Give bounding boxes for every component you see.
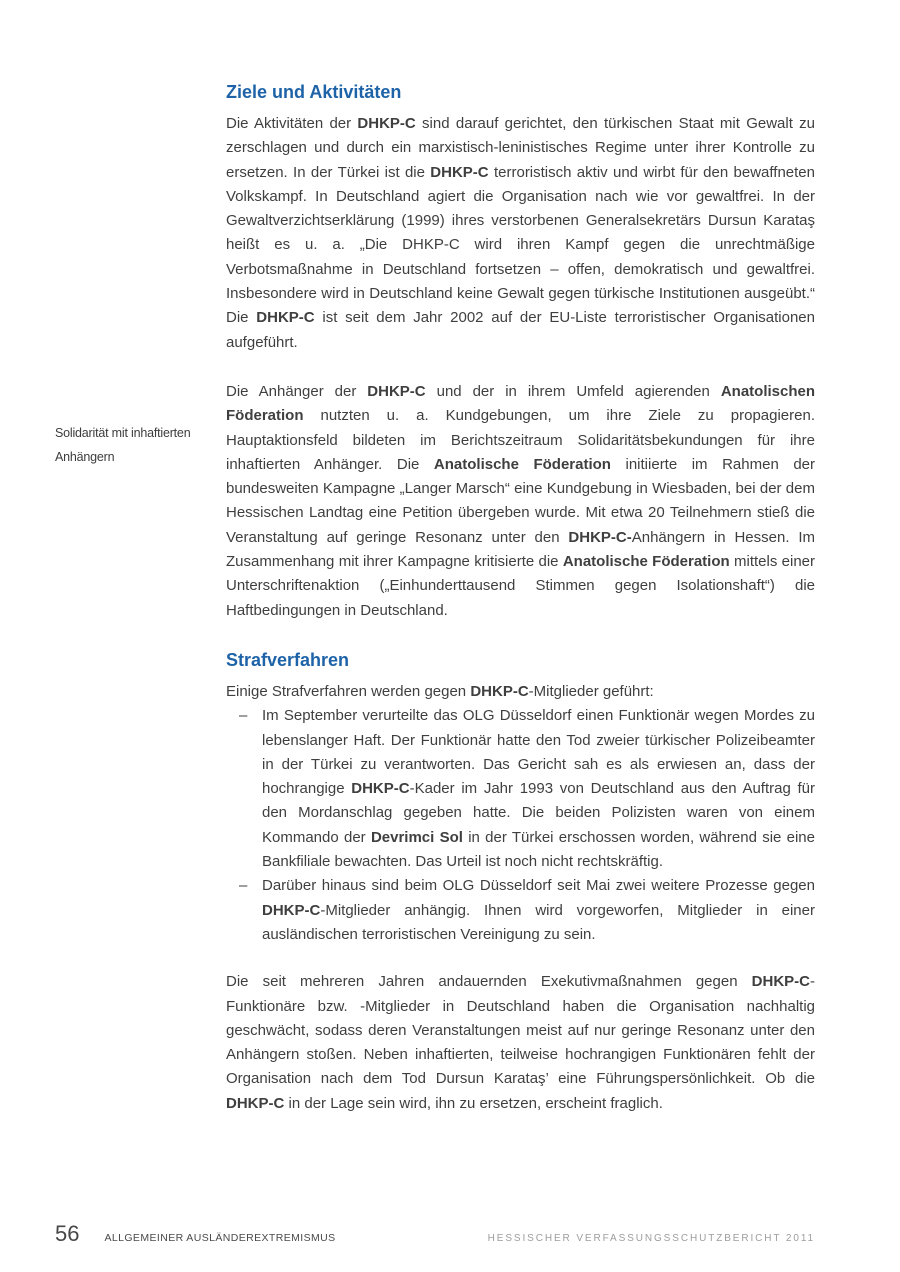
footer-chapter-label: ALLGEMEINER AUSLÄNDEREXTREMISMUS xyxy=(104,1232,336,1244)
footer-report-title: HESSISCHER VERFASSUNGSSCHUTZBERICHT 2011 xyxy=(487,1233,815,1244)
page-number: 56 xyxy=(55,1221,80,1246)
paragraph-dhkpc-goals: Die Aktivitäten der DHKP-C sind darauf gerichtet, den türkischen Staat mit Gewalt zu zerschlagen und durch ein marxistisch-leninistisches Regime unter ihrer Kontrolle zu ersetzen. In der Türkei ist die DHKP-C terroristisch aktiv und wirbt für den bewaffneten Volkskampf. In Deutschland agiert die Organisation nach wie vor gewaltfrei. In der Gewaltverzichtserklärung (1999) ihres verstorbenen Generalsekretärs Dursun Karataş heißt es u. a. „Die DHKP-C wird ihren Kampf gegen die unrechtmäßige Verbotsmaßnahme in Deutschland fortsetzen – offen, demokratisch und gewaltfrei. Insbesondere wird in Deutschland keine Gewalt gegen türkische Institutionen ausgeübt.“ Die DHKP-C ist seit dem Jahr 2002 auf der EU-Liste terroristischer Organisationen aufgeführt. xyxy=(226,115,816,351)
main-text-column xyxy=(226,80,815,1116)
criminal-cases-list xyxy=(226,704,815,947)
margin-note xyxy=(55,421,220,470)
paragraph-closing-assessment: Die seit mehreren Jahren andauernden Exekutivmaßnahmen gegen DHKP-C-Funktionäre bzw. -Mitglieder in Deutschland haben die Organisation nachhaltig geschwächt, sodass deren Veranstaltungen meist auf nur geringe Resonanz unter den Anhängern stoßen. Neben inhaftierten, teilweise hochrangigen Funktionären fehlt der Organisation nach dem Tod Dursun Karataş’ eine Führungspersönlichkeit. Ob die DHKP-C in der Lage sein wird, ihn zu ersetzen, erscheint fraglich. xyxy=(226,973,815,1112)
paragraph-criminal-proceedings-lead: Einige Strafverfahren werden gegen DHKP-C-Mitglieder geführt: xyxy=(226,682,654,700)
page-footer xyxy=(55,1221,815,1247)
margin-note-line: Anhängern xyxy=(55,450,115,465)
dash-marker: – xyxy=(239,707,248,725)
list-item-text: Darüber hinaus sind beim OLG Düsseldorf seit Mai zwei weitere Prozesse gegen DHKP-C-Mitglieder anhängig. Ihnen wird vorgeworfen, Mitglieder in einer ausländischen terroristischen Vereinigung zu sein. xyxy=(262,877,815,943)
paragraph-supporters-activities: Die Anhänger der DHKP-C und der in ihrem Umfeld agierenden Anatolischen Föderation nutzten u. a. Kundgebungen, um ihre Ziele zu propagieren. Hauptaktionsfeld bildeten im Berichtszeitraum Solidaritätsbekundungen für ihre inhaftierten Anhänger. Die Anatolische Föderation initiierte im Rahmen der bundesweiten Kampagne „Langer Marsch“ eine Kundgebung in Wiesbaden, bei der dem Hessischen Landtag eine Petition übergeben wurde. Mit etwa 20 Teilnehmern stieß die Veranstaltung auf geringe Resonanz unter den DHKP-C-Anhängern in Hessen. Im Zusammenhang mit ihrer Kampagne kritisierte die Anatolische Föderation mittels einer Unterschriftenaktion („Einhunderttausend Stimmen gegen Isolationshaft“) die Haftbedingungen in Deutschland. xyxy=(226,382,816,619)
footer-left-group xyxy=(55,1221,336,1247)
section-heading-ziele-und-aktivitaeten: Ziele und Aktivitäten xyxy=(226,82,402,102)
list-item-pending-trials xyxy=(226,874,815,947)
list-item-olg-verdict xyxy=(226,704,815,874)
margin-note-line: Solidarität mit inhaftierten xyxy=(55,426,191,440)
dash-marker: – xyxy=(239,877,248,895)
section-heading-strafverfahren: Strafverfahren xyxy=(226,649,350,670)
list-item-text: Im September verurteilte das OLG Düsseldorf einen Funktionär wegen Mordes zu lebenslanger Haft. Der Funktionär hatte den Tod zweier türkischer Polizeibeamter in der Türkei zu verantworten. Das Gericht sah es als erwiesen an, dass der hochrangige DHKP-C-Kader im Jahr 1993 von Deutschland aus den Auftrag für den Mordanschlag gegeben hatte. Die beiden Polizisten waren von einem Kommando der Devrimci Sol in der Türkei erschossen worden, während sie eine Bankfiliale bewachten. Das Urteil ist noch nicht rechtskräftig. xyxy=(262,707,816,871)
